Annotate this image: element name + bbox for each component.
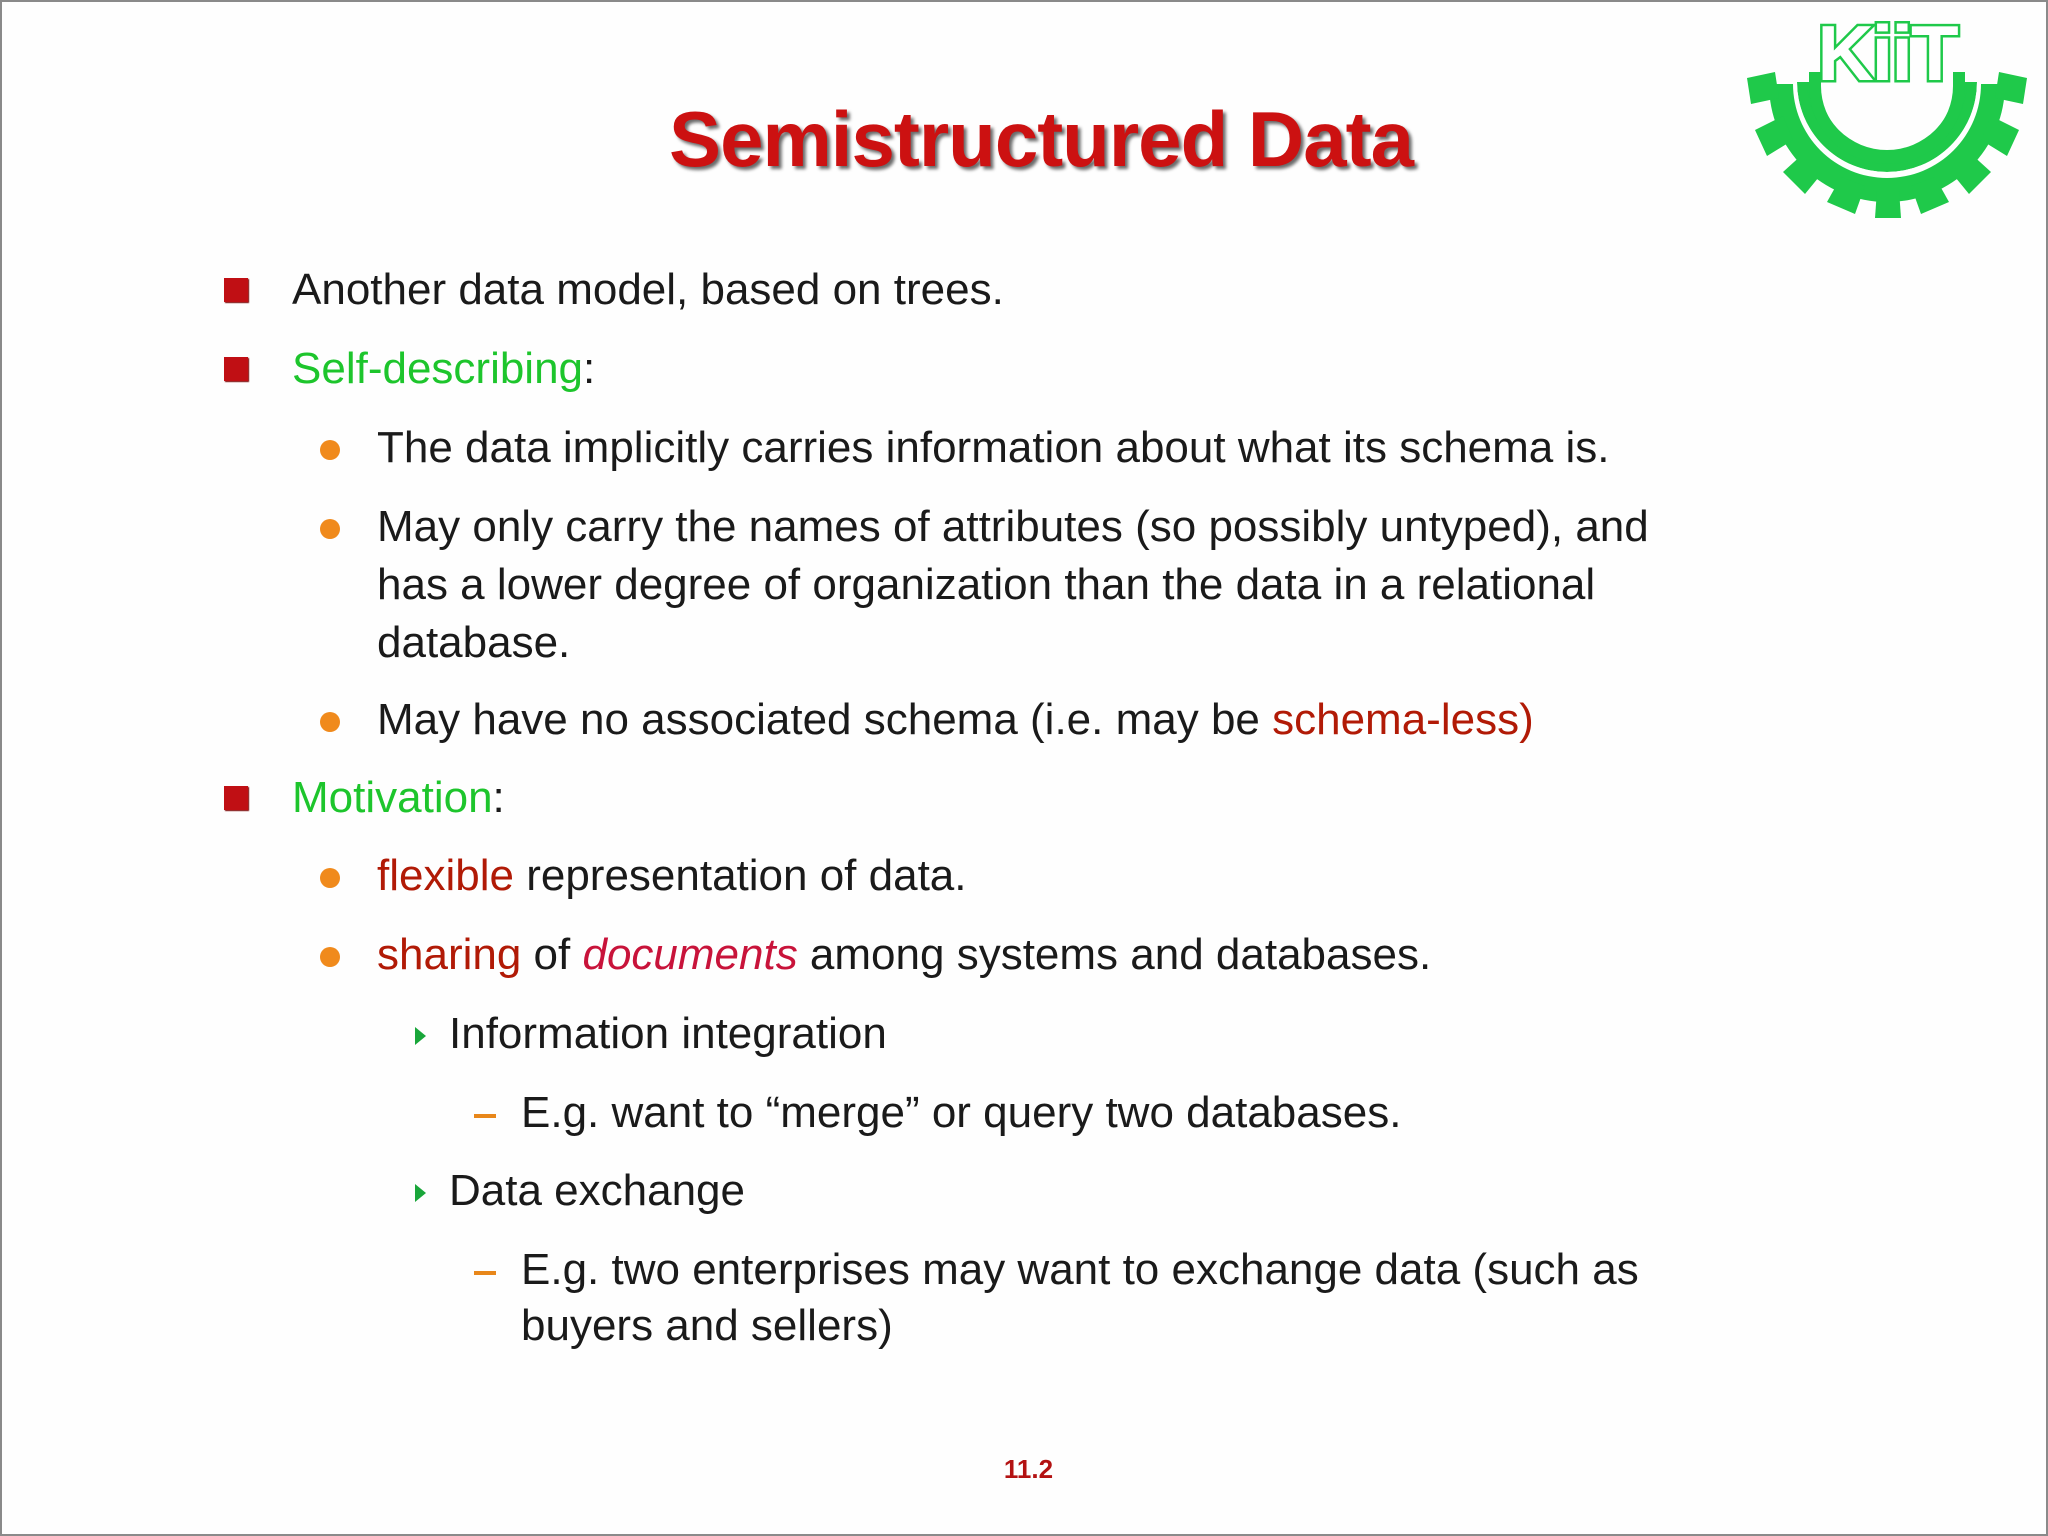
square-bullet-icon — [224, 357, 248, 381]
sub-bullet-sharing: sharing of documents among systems and databases. — [377, 930, 1432, 979]
term-documents: documents — [582, 930, 798, 979]
item-two-enterprises-1: E.g. two enterprises may want to exchange data (such as — [521, 1245, 1639, 1294]
dash-bullet-icon — [474, 1114, 496, 1118]
sub-bullet-names-of-attributes-3: database. — [377, 618, 571, 667]
dash-bullet-icon — [474, 1271, 496, 1275]
item-two-enterprises-2: buyers and sellers) — [521, 1301, 893, 1350]
dot-bullet-icon — [320, 440, 340, 460]
sub-bullet-flexible: flexible representation of data. — [377, 851, 967, 900]
bullet-another-data-model: Another data model, based on trees. — [292, 265, 1004, 314]
dot-bullet-icon — [320, 519, 340, 539]
term-schema-less: schema-less) — [1272, 695, 1534, 744]
slide-title: Semistructured Data — [669, 95, 1413, 183]
bullet-motivation: Motivation: — [292, 773, 505, 822]
bullet-self-describing: Self-describing: — [292, 344, 596, 393]
dot-bullet-icon — [320, 868, 340, 888]
item-merge-databases: E.g. want to “merge” or query two databases. — [521, 1088, 1402, 1137]
term-self-describing: Self-describing — [292, 344, 584, 393]
sub-bullet-schema-less: May have no associated schema (i.e. may be schema-less) — [377, 695, 1534, 744]
arrow-bullet-icon — [415, 1027, 426, 1045]
page-number: 11.2 — [1003, 1454, 1054, 1484]
dot-bullet-icon — [320, 712, 340, 732]
term-flexible: flexible — [377, 851, 514, 900]
term-motivation: Motivation — [292, 773, 493, 822]
square-bullet-icon — [224, 786, 248, 810]
arrow-bullet-icon — [415, 1184, 426, 1202]
term-sharing: sharing — [377, 930, 522, 979]
sub-bullet-names-of-attributes-2: has a lower degree of organization than the data in a relational — [377, 560, 1596, 609]
dot-bullet-icon — [320, 947, 340, 967]
square-bullet-icon — [224, 278, 248, 302]
sub-sub-bullet-data-exchange: Data exchange — [449, 1166, 745, 1215]
sub-bullet-names-of-attributes-1: May only carry the names of attributes (so possibly untyped), and — [377, 502, 1649, 551]
sub-bullet-implicit-schema: The data implicitly carries information about what its schema is. — [377, 423, 1610, 472]
sub-sub-bullet-information-integration: Information integration — [449, 1009, 887, 1058]
logo-text: KiiT — [1817, 9, 1957, 97]
